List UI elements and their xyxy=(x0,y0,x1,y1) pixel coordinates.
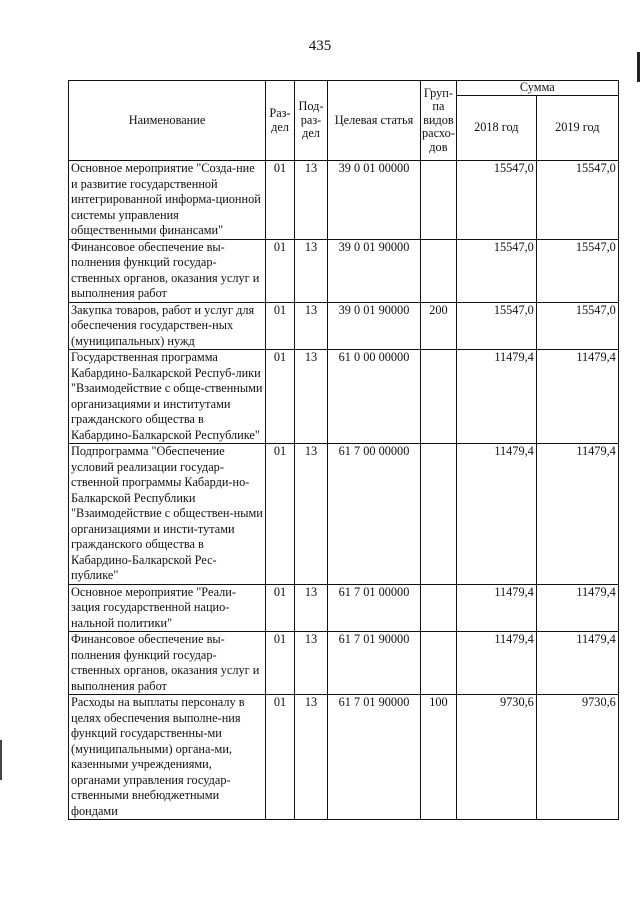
row-section: 01 xyxy=(266,161,295,240)
table-row xyxy=(69,695,619,820)
table-row xyxy=(69,161,619,240)
row-subsection: 13 xyxy=(295,584,328,632)
row-subsection: 13 xyxy=(295,695,328,820)
row-section: 01 xyxy=(266,444,295,585)
row-group xyxy=(421,161,457,240)
row-name: Финансовое обеспечение вы-полнения функций государ-ственных органов, оказания услуг и выполнения работ xyxy=(69,632,266,695)
table-row xyxy=(69,632,619,695)
row-subsection: 13 xyxy=(295,239,328,302)
page-number: 435 xyxy=(308,38,332,54)
row-name: Закупка товаров, работ и услуг для обеспечения государствен-ных (муниципальных) нужд xyxy=(69,302,266,350)
table-row xyxy=(69,584,619,632)
row-section: 01 xyxy=(266,350,295,444)
row-target: 39 0 01 00000 xyxy=(328,161,421,240)
row-section: 01 xyxy=(266,584,295,632)
row-name: Расходы на выплаты персоналу в целях обеспечения выполне-ния функций государственны-ми (муниципальными) органа-ми, казенными учреждениями, органами управления государ-ственными внебюджетными фондами xyxy=(69,695,266,820)
row-target: 39 0 01 90000 xyxy=(328,239,421,302)
row-value-2018: 11479,4 xyxy=(456,584,536,632)
header-section: Раз-дел xyxy=(266,81,295,161)
header-year-2018: 2018 год xyxy=(456,96,536,161)
row-value-2019: 11479,4 xyxy=(536,350,618,444)
row-target: 61 7 01 90000 xyxy=(328,695,421,820)
row-value-2018: 11479,4 xyxy=(456,444,536,585)
table-row xyxy=(69,350,619,444)
header-year-2019: 2019 год xyxy=(536,96,618,161)
row-group: 200 xyxy=(421,302,457,350)
row-value-2019: 15547,0 xyxy=(536,302,618,350)
row-value-2019: 11479,4 xyxy=(536,584,618,632)
row-target: 61 7 00 00000 xyxy=(328,444,421,585)
header-group: Груп-па видов расхо-дов xyxy=(421,81,457,161)
table-row xyxy=(69,239,619,302)
row-value-2018: 15547,0 xyxy=(456,302,536,350)
row-target: 61 7 01 90000 xyxy=(328,632,421,695)
row-name: Финансовое обеспечение вы-полнения функций государ-ственных органов, оказания услуг и выполнения работ xyxy=(69,239,266,302)
row-group xyxy=(421,350,457,444)
table-row xyxy=(69,444,619,585)
header-subsection: Под-раз-дел xyxy=(295,81,328,161)
table-row xyxy=(69,302,619,350)
row-target: 61 0 00 00000 xyxy=(328,350,421,444)
row-name: Основное мероприятие "Созда-ние и развитие государственной интегрированной информа-ционной системы управления общественными финансами" xyxy=(69,161,266,240)
row-subsection: 13 xyxy=(295,161,328,240)
row-target: 39 0 01 90000 xyxy=(328,302,421,350)
row-target: 61 7 01 00000 xyxy=(328,584,421,632)
row-name: Подпрограмма "Обеспечение условий реализации государ-ственной программы Кабарди-но-Балкарской Республики "Взаимодействие с обществен-ными организациями и инсти-тутами гражданского общества в Кабардино-Балкарской Рес-публике" xyxy=(69,444,266,585)
row-group xyxy=(421,239,457,302)
row-section: 01 xyxy=(266,695,295,820)
row-subsection: 13 xyxy=(295,444,328,585)
row-section: 01 xyxy=(266,632,295,695)
header-name: Наименование xyxy=(69,81,266,161)
scan-edge-mark xyxy=(0,740,2,780)
row-value-2019: 9730,6 xyxy=(536,695,618,820)
row-value-2019: 15547,0 xyxy=(536,161,618,240)
row-value-2018: 9730,6 xyxy=(456,695,536,820)
table-body xyxy=(69,161,619,820)
row-group xyxy=(421,584,457,632)
row-value-2019: 11479,4 xyxy=(536,444,618,585)
budget-table xyxy=(68,80,619,820)
header-sum: Сумма xyxy=(456,81,618,96)
row-subsection: 13 xyxy=(295,350,328,444)
row-group: 100 xyxy=(421,695,457,820)
row-value-2019: 11479,4 xyxy=(536,632,618,695)
row-value-2019: 15547,0 xyxy=(536,239,618,302)
row-subsection: 13 xyxy=(295,302,328,350)
row-name: Основное мероприятие "Реали-зация государственной нацио-нальной политики" xyxy=(69,584,266,632)
row-name: Государственная программа Кабардино-Балкарской Респуб-лики "Взаимодействие с обще-ственными организациями и институтами гражданского общества в Кабардино-Балкарской Республике" xyxy=(69,350,266,444)
row-value-2018: 11479,4 xyxy=(456,350,536,444)
row-value-2018: 15547,0 xyxy=(456,239,536,302)
header-target: Целевая статья xyxy=(328,81,421,161)
row-value-2018: 11479,4 xyxy=(456,632,536,695)
row-value-2018: 15547,0 xyxy=(456,161,536,240)
row-subsection: 13 xyxy=(295,632,328,695)
row-section: 01 xyxy=(266,302,295,350)
row-section: 01 xyxy=(266,239,295,302)
row-group xyxy=(421,444,457,585)
row-group xyxy=(421,632,457,695)
